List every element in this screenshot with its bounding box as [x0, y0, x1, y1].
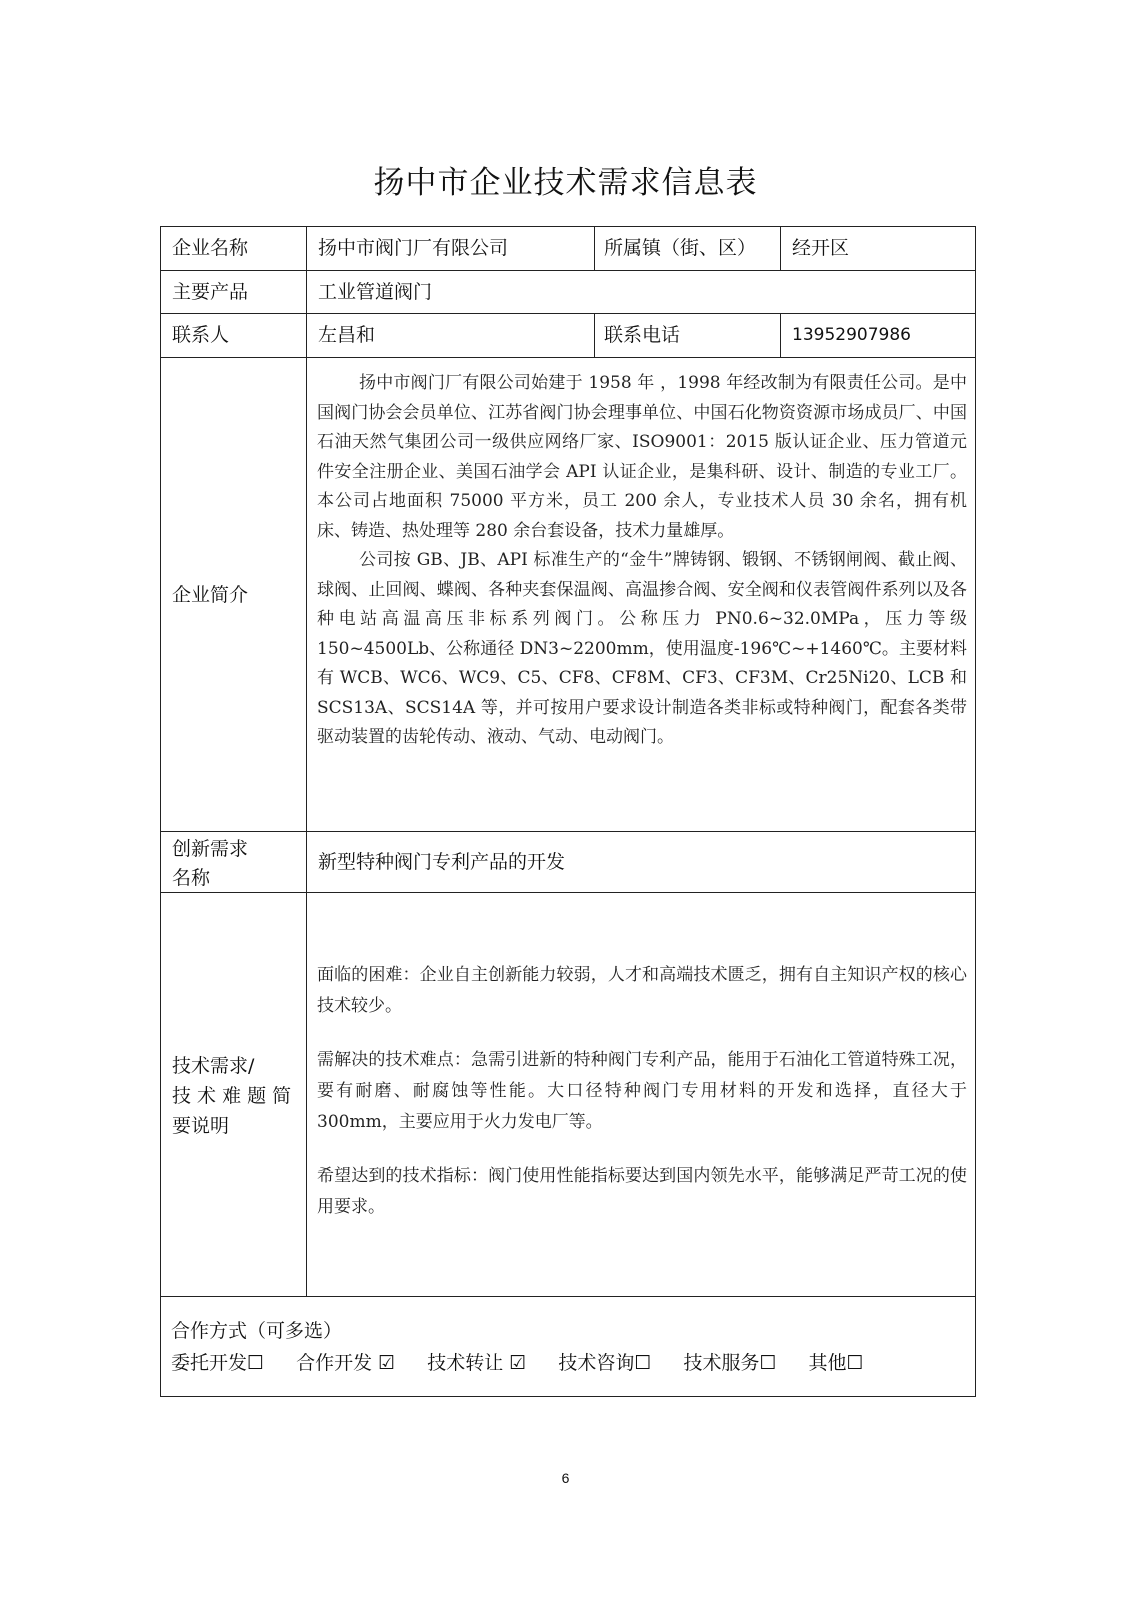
company-intro-label: 企业简介 — [172, 584, 249, 606]
company-name-label: 企业名称 — [172, 237, 249, 259]
innovation-label-line2: 名称 — [172, 867, 211, 889]
tech-target: 希望达到的技术指标：阀门使用性能指标要达到国内领先水平，能够满足严苛工况的使用要求。 — [317, 1166, 967, 1217]
column-divider — [780, 226, 781, 270]
row-divider — [160, 270, 976, 271]
main-product-value: 工业管道阀门 — [318, 281, 433, 303]
intro-paragraph: 扬中市阀门厂有限公司始建于 1958 年 ，1998 年经改制为有限责任公司。是中国阀门协会会员单位、江苏省阀门协会理事单位、中国石化物资资源市场成员厂、中国石油天然气集团公司一级供应网络厂家、ISO9001：2015 版认证企业、压力管道元件安全注册企业、美国石油学会 API 认证企业，是集科研、设计、制造的专业工厂。本公司占地面积 75000 平方米，员工 200 余人，专业技术人员 30 余名，拥有机床、铸造、热处理等 280 余台套设备，技术力量雄厚。 — [317, 373, 967, 541]
tech-problem: 需解决的技术难点：急需引进新的特种阀门专利产品，能用于石油化工管道特殊工况，要有耐磨、耐腐蚀等性能。大口径特种阀门专用材料的开发和选择，直径大于 300mm，主要应用于火力发电厂等。 — [317, 1050, 967, 1132]
intro-paragraph: 公司按 GB、JB、API 标准生产的“金牛”牌铸钢、锻钢、不锈钢闸阀、截止阀、球阀、止回阀、蝶阀、各种夹套保温阀、高温掺合阀、安全阀和仪表管阀件系列以及各种电站高温高压非标系列阀门。公称压力 PN0.6~32.0MPa，压力等级 150~4500Lb、公称通径 DN3~2200mm，使用温度-196℃~+1460℃。主要材料有 WCB、WC6、WC9、C5、CF8、CF8M、CF3、CF3M、Cr25Ni20、LCB 和 SCS13A、SCS14A 等，并可按用户要求设计制造各类非标或特种阀门，配套各类带驱动装置的齿轮传动、液动、气动、电动阀门。 — [317, 550, 967, 747]
innovation-value: 新型特种阀门专利产品的开发 — [318, 851, 566, 873]
cooperation-options — [171, 1350, 864, 1376]
tech-description — [317, 960, 967, 1246]
column-divider — [306, 226, 307, 1296]
phone-label: 联系电话 — [604, 324, 681, 346]
company-intro-text — [317, 369, 967, 753]
town-value: 经开区 — [792, 237, 850, 259]
page-title: 扬中市企业技术需求信息表 — [373, 165, 758, 201]
row-divider — [160, 831, 976, 832]
option-tech-transfer-checkbox: 技术转让 ☑ — [427, 1352, 527, 1374]
option-other-checkbox: 其他☐ — [808, 1352, 864, 1374]
tech-label-line1: 技术需求/ — [172, 1055, 255, 1077]
row-divider — [160, 1296, 976, 1297]
column-divider — [594, 313, 595, 357]
tech-label-line3: 要说明 — [172, 1115, 230, 1137]
main-product-label: 主要产品 — [172, 281, 249, 303]
row-divider — [160, 313, 976, 314]
innovation-label-line1: 创新需求 — [172, 838, 249, 860]
option-commissioned-dev-checkbox: 委托开发☐ — [171, 1352, 265, 1374]
town-label: 所属镇（街、区） — [604, 237, 757, 259]
row-divider — [160, 892, 976, 893]
contact-value: 左昌和 — [318, 324, 376, 346]
page-number: 6 — [561, 1470, 570, 1486]
column-divider — [780, 313, 781, 357]
option-tech-consulting-checkbox: 技术咨询☐ — [558, 1352, 652, 1374]
cooperation-label: 合作方式（可多选） — [171, 1320, 343, 1342]
option-joint-dev-checkbox: 合作开发 ☑ — [296, 1352, 396, 1374]
option-tech-service-checkbox: 技术服务☐ — [683, 1352, 777, 1374]
row-divider — [160, 357, 976, 358]
contact-label: 联系人 — [172, 324, 230, 346]
tech-difficulty: 面临的困难：企业自主创新能力较弱，人才和高端技术匮乏，拥有自主知识产权的核心技术较少。 — [317, 965, 967, 1016]
company-name-value: 扬中市阀门厂有限公司 — [318, 237, 509, 259]
tech-label-line2: 技 术 难 题 简 — [172, 1085, 292, 1107]
column-divider — [594, 226, 595, 270]
phone-value: 13952907986 — [792, 325, 911, 345]
